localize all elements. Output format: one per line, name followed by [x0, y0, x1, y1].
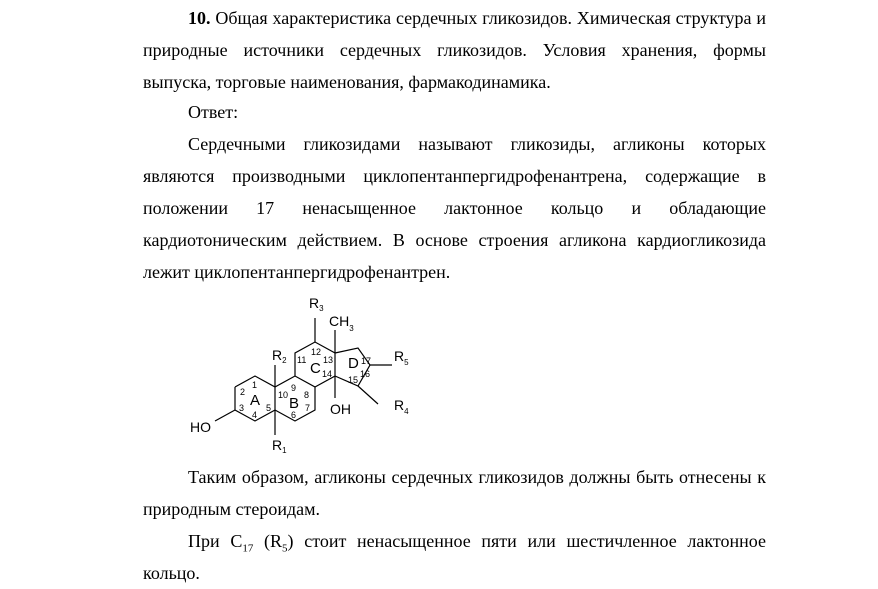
r1-label: $R_1$ [272, 437, 287, 455]
p3-c-subscript: 17 [242, 542, 254, 555]
r2-label: $R_2$ [272, 347, 287, 365]
ring-d-letter: D [348, 355, 359, 372]
steroid-structure-diagram [180, 290, 440, 460]
p3-suffix: ) стоит ненасыщенное пяти или шестичленное лактонное кольцо. [143, 531, 767, 583]
atom-number-11: 11 [297, 355, 307, 365]
atom-number-8: 8 [304, 390, 310, 400]
substituent-labels [190, 295, 409, 455]
p3-r-subscript: 5 [282, 542, 288, 555]
p3-prefix: При C [188, 531, 243, 551]
p3-mid: (R [253, 531, 283, 551]
question-number: 10. [188, 8, 211, 28]
atom-number-1: 1 [252, 380, 258, 390]
atom-number-7: 7 [305, 403, 311, 413]
answer-paragraph-1: Сердечными гликозидами называют гликозиды, агликоны которых являются производными циклопентанпергидрофенантрена, содержащие в положении 17 ненасыщенное лактонное кольцо и обладающие кардиотоническим действием. В основе строения агликона кардиогликозида лежит циклопентанпергидрофенантрен. [143, 134, 766, 282]
atom-number-17: 17 [361, 356, 372, 366]
ch3-label: $CH_3$ [329, 313, 354, 333]
r3-label: $R_3$ [309, 295, 324, 313]
atom-number-12: 12 [311, 347, 322, 357]
question-paragraph [143, 2, 766, 98]
ring-a-letter: A [250, 392, 261, 409]
ho-label: HO [190, 419, 211, 435]
r4-label: $R_4$ [394, 397, 409, 416]
question-text: Общая характеристика сердечных гликозидов. Химическая структура и природные источники сердечных гликозидов. Условия хранения, формы выпуска, торговые наименования, фармакодинамика. [143, 8, 766, 92]
atom-number-13: 13 [323, 355, 334, 365]
atom-number-16: 16 [360, 369, 371, 379]
atom-number-14: 14 [322, 369, 333, 379]
atom-number-10: 10 [278, 390, 289, 400]
atom-number-3: 3 [239, 403, 245, 413]
r4-bond [358, 386, 378, 404]
ho-bond [215, 410, 235, 421]
atom-number-4: 4 [252, 410, 258, 420]
ring-b-letter: B [289, 395, 300, 412]
answer-paragraph-2: Таким образом, агликоны сердечных гликозидов должны быть отнесены к природным стероидам. [143, 467, 766, 519]
oh-label: OH [330, 401, 351, 417]
atom-number-9: 9 [291, 383, 297, 393]
atom-number-15: 15 [348, 375, 359, 385]
ring-c-letter: C [310, 360, 321, 377]
atom-number-6: 6 [291, 410, 297, 420]
answer-paragraph-3 [143, 525, 766, 589]
r5-label: $R_5$ [394, 348, 409, 367]
atom-number-5: 5 [266, 403, 272, 413]
atom-number-2: 2 [240, 387, 246, 397]
answer-label: Ответ: [188, 102, 239, 122]
steroid-structure-svg [180, 290, 440, 460]
